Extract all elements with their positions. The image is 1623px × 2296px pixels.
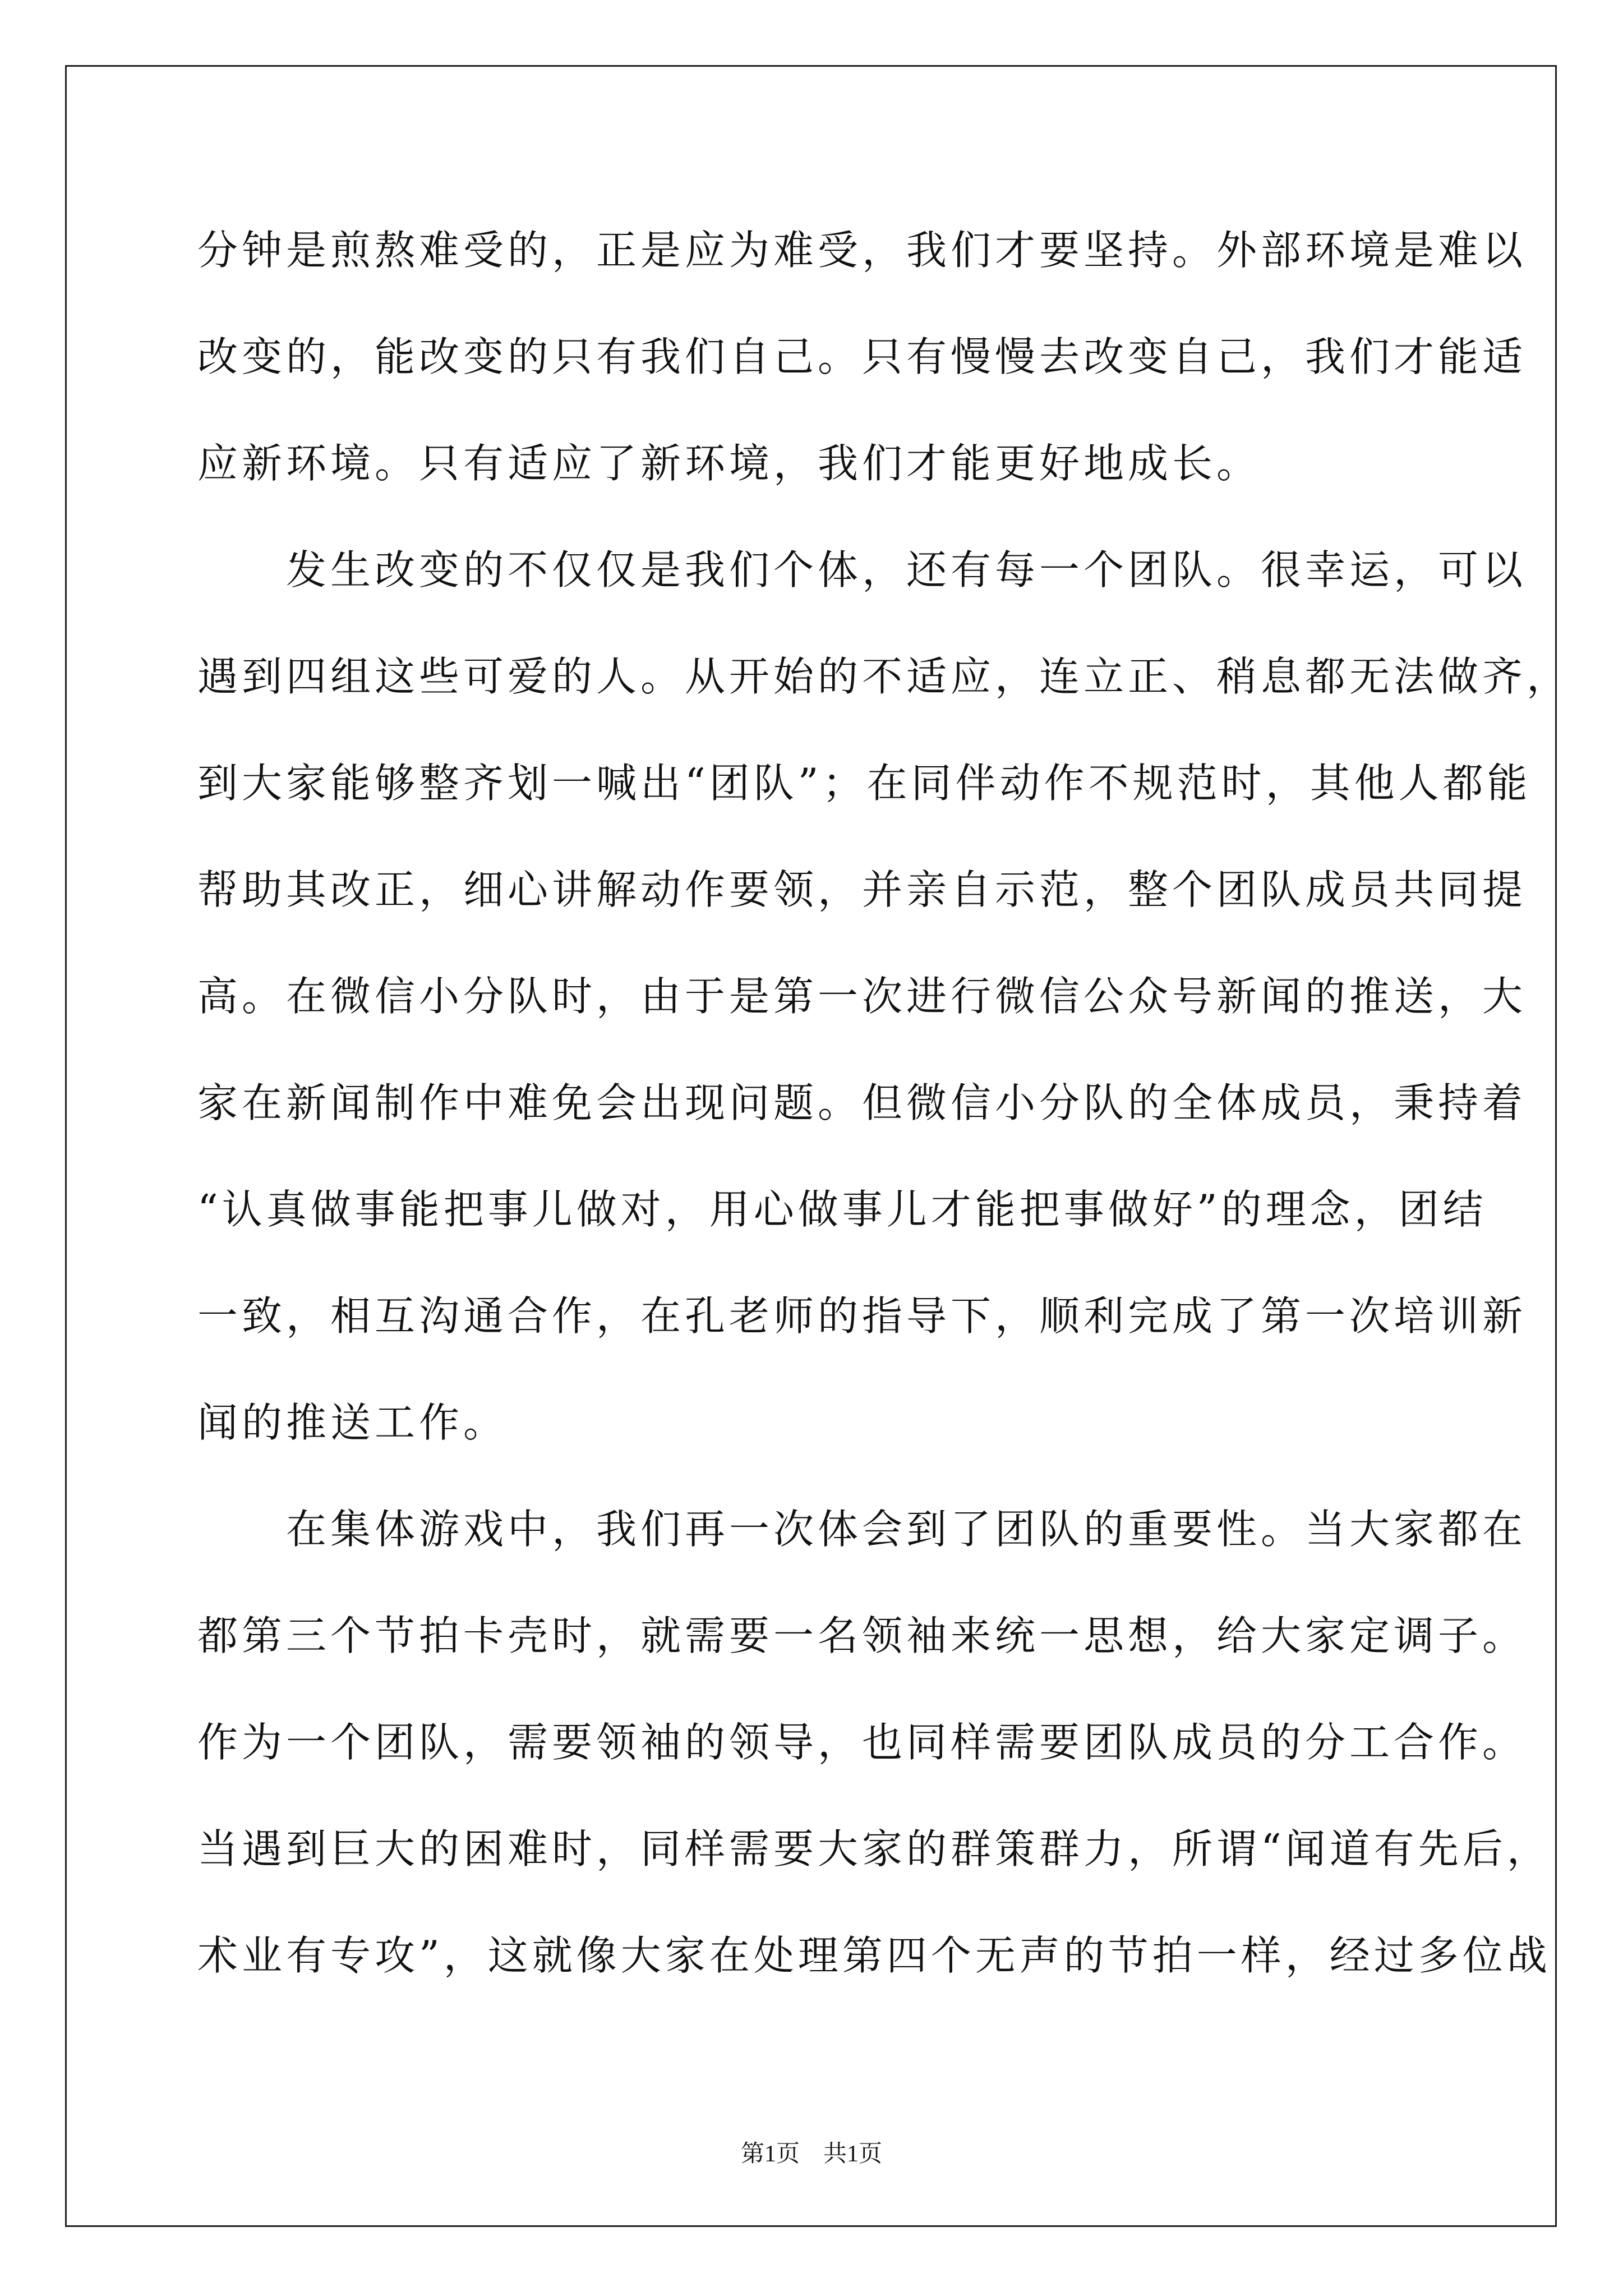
- text-line: 一致，相互沟通合作，在孔老师的指导下，顺利完成了第一次培训新: [197, 1292, 1527, 1340]
- page-number-footer: 第1页 共1页: [740, 2141, 882, 2167]
- text-line: 发生改变的不仅仅是我们个体，还有每一个团队。很幸运，可以: [197, 546, 1527, 593]
- text-line: 分钟是煎熬难受的，正是应为难受，我们才要坚持。外部环境是难以: [197, 227, 1527, 274]
- text-line: 术业有专攻”，这就像大家在处理第四个无声的节拍一样，经过多位战: [197, 1932, 1551, 1979]
- text-line: 遇到四组这些可爱的人。从开始的不适应，连立正、稍息都无法做齐，: [197, 653, 1571, 700]
- text-line: 都第三个节拍卡壳时，就需要一名领袖来统一思想，给大家定调子。: [197, 1612, 1527, 1659]
- text-line: 在集体游戏中，我们再一次体会到了团队的重要性。当大家都在: [197, 1506, 1527, 1553]
- text-line: 改变的，能改变的只有我们自己。只有慢慢去改变自己，我们才能适: [197, 333, 1527, 380]
- text-line: 应新环境。只有适应了新环境，我们才能更好地成长。: [197, 440, 1261, 487]
- text-line: 帮助其改正，细心讲解动作要领，并亲自示范，整个团队成员共同提: [197, 866, 1527, 913]
- text-line: 高。在微信小分队时，由于是第一次进行微信公众号新闻的推送，大: [197, 973, 1527, 1020]
- text-line: 闻的推送工作。: [197, 1399, 508, 1446]
- text-line: 当遇到巨大的困难时，同样需要大家的群策群力，所谓“闻道有先后，: [197, 1825, 1551, 1872]
- text-line: “认真做事能把事儿做对，用心做事儿才能把事做好”的理念，团结: [197, 1186, 1487, 1233]
- text-line: 到大家能够整齐划一喊出“团队”；在同伴动作不规范时，其他人都能: [197, 760, 1532, 807]
- text-line: 家在新闻制作中难免会出现问题。但微信小分队的全体成员，秉持着: [197, 1079, 1527, 1126]
- text-line: 作为一个团队，需要领袖的领导，也同样需要团队成员的分工合作。: [197, 1719, 1527, 1766]
